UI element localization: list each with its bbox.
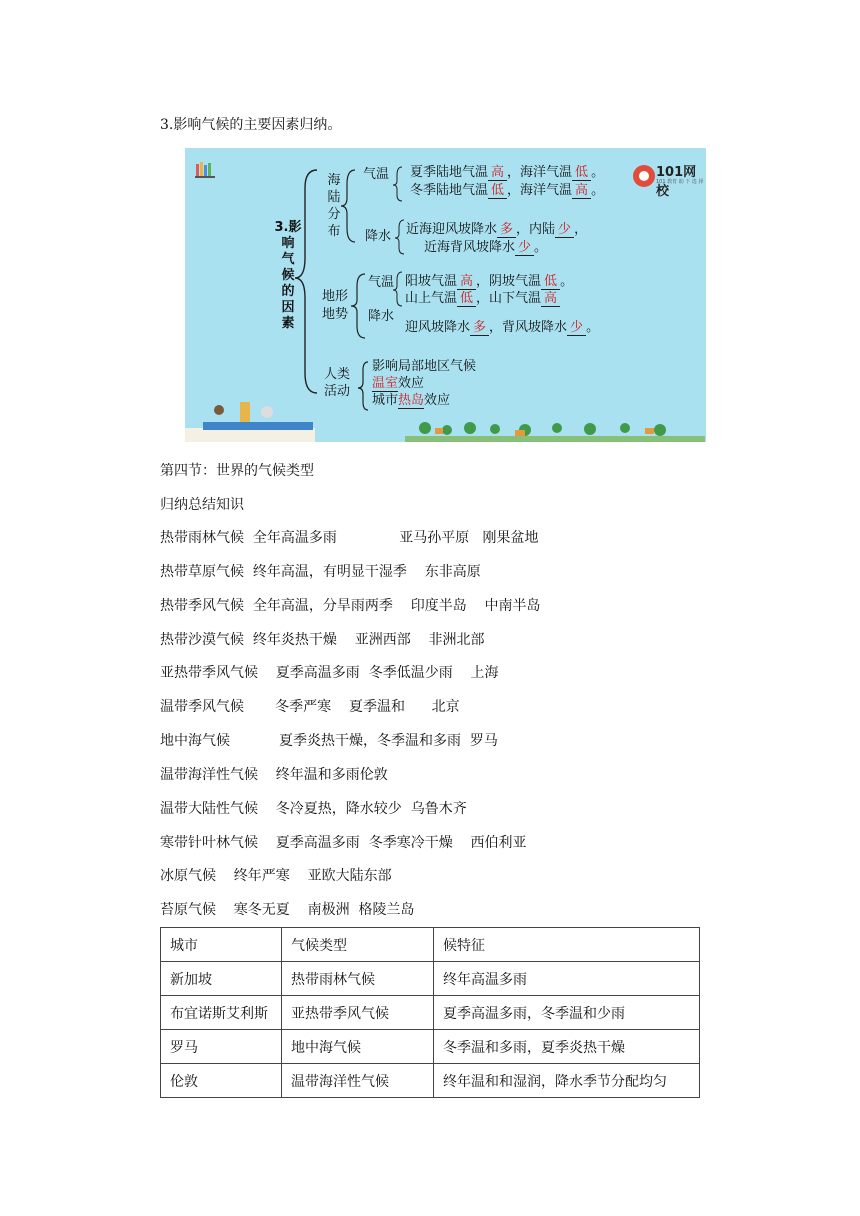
table-cell: 亚热带季风气候 [282,996,434,1030]
section-title: 第四节：世界的气候类型 [160,463,314,479]
land-sea-label: 海 陆 分 布 [327,173,341,239]
climate-factors-diagram [185,148,706,442]
terrain-temp-line2: 山上气温 低 ，山下气温 高 [405,291,560,306]
logo-subtext: 101 教育 助 下 选 择 [656,179,704,185]
logo-text: 101网校 [656,165,697,199]
climate-line: 寒带针叶林气候 夏季高温多雨 冬季寒冷干燥 西伯利亚 [160,835,527,851]
land-sea-precip-label: 降水 [365,229,392,244]
terrain-temp-label: 气温 [368,275,395,290]
climate-line: 温带海洋性气候 终年温和多雨伦敦 [160,767,388,783]
terrain-precip-line1: 迎风坡降水 多 ，背风坡降水 少 。 [405,320,600,335]
human-activity-label: 人类 活动 [323,367,350,399]
climate-line: 热带沙漠气候 终年炎热干燥 亚洲西部 非洲北部 [160,632,485,648]
table-header-cell: 城市 [161,928,282,962]
table-cell: 新加坡 [161,962,282,996]
table-cell: 温带海洋性气候 [282,1064,434,1098]
terrain-temp-line1: 阳坡气温 高 ，阴坡气温 低 。 [405,274,574,289]
climate-line: 地中海气候 夏季炎热干燥，冬季温和多雨 罗马 [160,733,498,749]
climate-line: 热带草原气候 终年高温，有明显干湿季 东非高原 [160,564,481,580]
terrain-label: 地形 地势 [321,289,348,322]
climate-line: 温带大陆性气候 冬冷夏热，降水较少 乌鲁木齐 [160,801,467,817]
city-climate-table [160,927,700,1098]
table-cell: 终年高温多雨 [434,962,700,996]
human-line1: 影响局部地区气候 [372,359,477,374]
table-cell: 夏季高温多雨，冬季温和少雨 [434,996,700,1030]
land-sea-temp-label: 气温 [363,167,390,182]
terrain-precip-label: 降水 [368,309,395,324]
diagram-root-label: 3.影 响 气 候 的 因 素 [274,220,302,331]
table-cell: 冬季温和多雨，夏季炎热干燥 [434,1030,700,1064]
scenery-decoration [185,388,706,442]
table-header-cell: 气候类型 [282,928,434,962]
table-cell: 伦敦 [161,1064,282,1098]
summary-title: 归纳总结知识 [160,497,244,513]
land-sea-precip-line2: 近海背风坡降水 少 。 [424,240,548,255]
table-cell: 终年温和和湿润，降水季节分配均匀 [434,1064,700,1098]
table-header-cell: 候特征 [434,928,700,962]
section-heading: 3.影响气候的主要因素归纳。 [160,117,342,133]
climate-line: 苔原气候 寒冬无夏 南极洲 格陵兰岛 [160,902,415,918]
land-sea-temp-line1: 夏季陆地气温 高 ，海洋气温 低 。 [410,165,605,180]
table-row [161,996,700,1030]
land-sea-temp-line2: 冬季陆地气温 低 ，海洋气温 高 。 [410,183,605,198]
human-line3: 城市热岛效应 [372,393,451,408]
climate-line: 亚热带季风气候 夏季高温多雨 冬季低温少雨 上海 [160,665,499,681]
table-cell: 布宜诺斯艾利斯 [161,996,282,1030]
climate-line: 热带季风气候 全年高温，分旱雨两季 印度半岛 中南半岛 [160,598,541,614]
table-row [161,962,700,996]
climate-line: 温带季风气候 冬季严寒 夏季温和 北京 [160,699,460,715]
climate-line: 冰原气候 终年严寒 亚欧大陆东部 [160,868,392,884]
land-sea-precip-line1: 近海迎风坡降水 多 ，内陆 少 ， [406,222,588,237]
climate-line: 热带雨林气候 全年高温多雨 亚马孙平原 刚果盆地 [160,530,539,546]
table-row [161,1030,700,1064]
table-row [161,1064,700,1098]
table-cell: 热带雨林气候 [282,962,434,996]
table-header-row [161,928,700,962]
table-cell: 地中海气候 [282,1030,434,1064]
table-cell: 罗马 [161,1030,282,1064]
human-line2: 温室效应 [372,376,425,391]
